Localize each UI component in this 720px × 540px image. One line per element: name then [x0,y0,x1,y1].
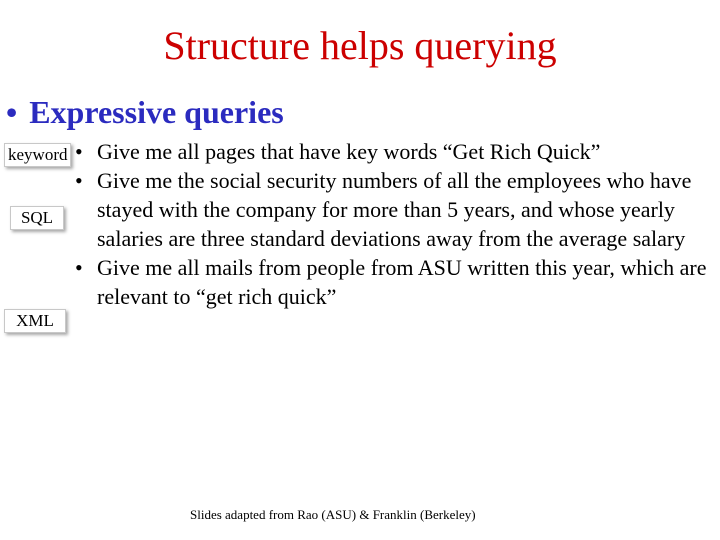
query-list [75,137,720,311]
bullet-symbol: • [6,94,18,130]
query-text-xml: Give me all mails from people from ASU written this year, which are relevant to “get rich quick” [97,255,707,309]
query-text-keyword: Give me all pages that have key words “Get Rich Quick” [97,139,601,164]
query-item-sql [75,166,720,253]
slide-title: Structure helps querying [163,23,557,68]
bullet-symbol: • [75,139,83,164]
bullet-symbol: • [75,255,83,280]
main-bullet [6,92,284,132]
bullet-symbol: • [75,168,83,193]
main-bullet-text: Expressive queries [29,94,284,130]
query-item-keyword [75,137,720,166]
sql-tag: SQL [10,206,64,230]
query-text-sql: Give me the social security numbers of all the employees who have stayed with the company for more than 5 years, and whose yearly salaries are three standard deviations away from the average salary [97,168,692,251]
query-item-xml [75,253,720,311]
xml-tag: XML [4,309,66,333]
footer-credit: Slides adapted from Rao (ASU) & Franklin (Berkeley) [190,507,476,522]
keyword-tag: keyword [4,143,71,167]
